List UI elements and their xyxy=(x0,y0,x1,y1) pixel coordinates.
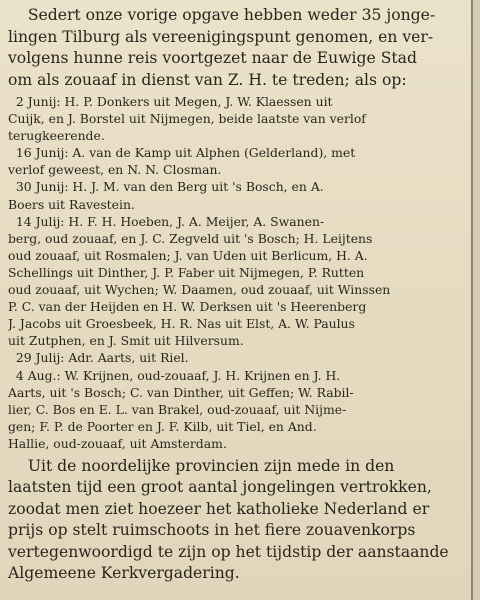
closing-paragraph xyxy=(8,456,470,585)
entry-16-junij xyxy=(8,144,470,178)
text-line: om als zouaaf in dienst van Z. H. te treden; als op: xyxy=(8,70,407,89)
entry-line: Cuijk, en J. Borstel uit Nijmegen, beide laatste van verlof xyxy=(8,111,366,127)
entry-2-junij xyxy=(8,93,470,144)
text-line: vertegenwoordigd te zijn op het tijdstip der aanstaande xyxy=(8,542,449,561)
entry-line: berg, oud zouaaf, en J. C. Zegveld uit 's Bosch; H. Leijtens xyxy=(8,230,373,246)
text-line: lingen Tilburg als vereenigingspunt genomen, en ver- xyxy=(8,27,434,46)
text-line: Algemeene Kerkvergadering. xyxy=(8,564,240,583)
text-line: Uit de noordelijke provincien zijn mede in den xyxy=(8,456,395,475)
entry-line: Boers uit Ravestein. xyxy=(8,196,135,212)
entry-line: 30 Junij: H. J. M. van den Berg uit 's Bosch, en A. xyxy=(8,179,324,195)
text-line: laatsten tijd een groot aantal jongelingen vertrokken, xyxy=(8,478,432,497)
entry-line: 14 Julij: H. F. H. Hoeben, J. A. Meijer, A. Swanen- xyxy=(8,213,325,229)
entry-line: Schellings uit Dinther, J. P. Faber uit Nijmegen, P. Rutten xyxy=(8,264,365,280)
intro-paragraph xyxy=(8,5,470,91)
entry-line: oud zouaaf, uit Wychen; W. Daamen, oud zouaaf, uit Winssen xyxy=(8,282,391,298)
entry-line: gen; F. P. de Poorter en J. F. Kilb, uit Tiel, en And. xyxy=(8,418,317,434)
entry-line: 29 Julij: Adr. Aarts, uit Riel. xyxy=(8,350,189,366)
entry-4-aug xyxy=(8,367,470,452)
text-line: Sedert onze vorige opgave hebben weder 35 jonge- xyxy=(8,6,436,24)
entry-line: verlof geweest, en N. N. Closman. xyxy=(8,162,222,178)
entry-line: 16 Junij: A. van de Kamp uit Alphen (Gelderland), met xyxy=(8,145,356,161)
entry-line: Aarts, uit 's Bosch; C. van Dinther, uit Geffen; W. Rabil- xyxy=(8,384,354,400)
entry-line: J. Jacobs uit Groesbeek, H. R. Nas uit Elst, A. W. Paulus xyxy=(8,316,355,332)
entry-line: oud zouaaf, uit Rosmalen; J. van Uden uit Berlicum, H. A. xyxy=(8,247,368,263)
text-line: volgens hunne reis voortgezet naar de Euwige Stad xyxy=(8,49,417,67)
entry-line: terugkeerende. xyxy=(8,128,105,144)
entry-line: 2 Junij: H. P. Donkers uit Megen, J. W. Klaessen uit xyxy=(8,94,333,109)
entry-line: P. C. van der Heijden en H. W. Derksen uit 's Heerenberg xyxy=(8,299,367,315)
entry-line: uit Zutphen, en J. Smit uit Hilversum. xyxy=(8,333,244,349)
adjacent-column-edge xyxy=(473,0,480,600)
text-line: zoodat men ziet hoezeer het katholieke Nederland er xyxy=(8,499,430,518)
entry-14-julij xyxy=(8,213,470,350)
entry-line: Hallie, oud-zouaaf, uit Amsterdam. xyxy=(8,435,227,451)
entry-30-junij xyxy=(8,178,470,212)
entry-29-julij xyxy=(8,349,470,366)
entry-line: 4 Aug.: W. Krijnen, oud-zouaaf, J. H. Krijnen en J. H. xyxy=(8,367,341,383)
entry-line: lier, C. Bos en E. L. van Brakel, oud-zouaaf, uit Nijme- xyxy=(8,401,347,417)
text-line: prijs op stelt ruimschoots in het fiere zouavenkorps xyxy=(8,521,416,540)
article-column xyxy=(8,5,470,585)
